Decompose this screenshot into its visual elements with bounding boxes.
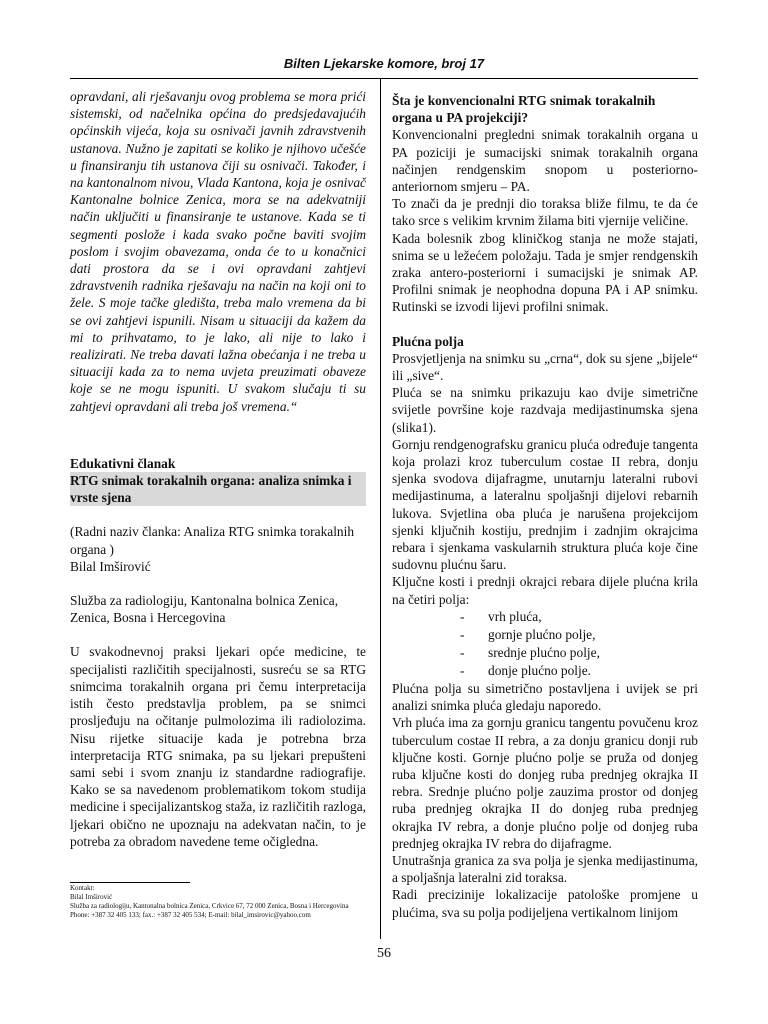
paragraph: Radi precizinije lokalizacije patološke promjene u plućima, sva su polja podijeljena vertikalnom linijom [392, 887, 698, 920]
paragraph: Kada bolesnik zbog kliničkog stanja ne može stajati, snima se u ležećem položaju. Tada je smjer rendgenskih zraka antero-posteriorni i sumacijski je snimak AP. Profilni snimak je neophodna dopuna PA i AP snimku. Rutinski se izvodi lijevi profilni snimak. [392, 230, 698, 315]
subheading: Plućna polja [392, 333, 464, 349]
italic-paragraph: opravdani, ali rješavanju ovog problema se mora prići sistemski, od načelnika općina do predsjedavajućih općinskih vijeća, koja su osnivači javnih zdravstvenih ustanova. Nužno je zapitati se koliko je njihovo učešće u finansiranju tih ustanova čiji su osnivači. Također, i na kantonalnom nivou, Vlada Kantona, koja je osnivač Kantonalne bolnice Zenica, mora se na adekvatniji način uključiti u finansiranje te ustanove. Kada se ti segmenti poslože i kada svako počne baviti svojim poslom i svojim obavezama, onda će to u konačnici dati prostora da se i ovi opravdani zahtjevi zdravstvenih radnika rješavaju na način na koji oni to žele. S moje tačke gledišta, treba malo vremena da bi se ovi zahtjevi ispunili. Nisam u situaciji da kažem da mi to prihvatamo, to je lako, ali nije to lako i realizirati. Ne treba davati lažna obećanja i ne treba u situaciji kada za to nema uvjeta preuzimati obaveze koje se ne mogu ispuniti. U svakom slučaju ti su zahtjevi opravdani ali treba još vremena.“ [70, 89, 366, 414]
paragraph: Gornju rendgenografsku granicu pluća određuje tangenta koja prolazi kroz tuberculum costae II rebra, donju sjenka svodova dijafragme, unutarnju lateralni rubovi medijastinuma, a lateralnu spoljašnji dijelovi rebarnih lukova. Svjetlina oba pluća je narušena projekcijom sjenki ključnih kostiju, prednjim i zadnjim okrajcima rebara i sjenkama vaskularnih struktura pluća koje čine sudovnu plućnu šaru. [392, 436, 699, 573]
header-rule [70, 78, 698, 79]
footnote-phone: Phone: +387 32 405 133; fax.: +387 32 405 534; E-mail: bilal_imsirovic@yahoo.com [70, 911, 311, 919]
intro-paragraph: U svakodnevnoj praksi ljekari opće medicine, te specijalisti različitih specijalnosti, susreću se sa RTG snimcima torakalnih organa pri čemu interpretacija istih često predstavlja problem, pa se snimci prosljeđuju na očitanje pulmolozima ili radiolozima. Nisu rijetke situacije kada je potrebna brza interpretacija RTG snimaka, pa su ljekari prepušteni sami sebi i svom znanju iz standardne radiografije. Kako se sa navedenom problematikom tokom studija medicine i specijalizantskog staža, iz različitih razloga, ljekari obično ne upoznaju na adekvatan način, to je potreba za obradom navedene teme očigledna. [70, 644, 366, 849]
paragraph: Unutrašnja granica za sva polja je sjenka medijastinuma, a spoljašnja lateralni zid toraksa. [392, 852, 698, 886]
list-item [460, 662, 698, 680]
list-bullet: - [460, 644, 465, 660]
interview-continuation [70, 88, 366, 415]
paragraph: To znači da je prednji dio toraksa bliže filmu, te da će tako srce s velikim krvnim žilama biti vjernije veličine. [392, 196, 698, 229]
paragraph: Plućna polja su simetrično postavljena i uvijek se pri analizi snimka pluća gledaju naporedo. [392, 680, 698, 714]
lung-fields-list [392, 608, 698, 680]
list-item [460, 626, 698, 644]
footnote-name: Bilal Imširović [70, 893, 113, 901]
right-column [392, 92, 698, 921]
page-number: 56 [377, 946, 391, 961]
list-item-text: vrh pluća, [488, 608, 542, 624]
question-heading: Šta je konvencionalni RTG snimak torakalnih organa u PA projekciji? [392, 93, 656, 126]
author-affiliation: Služba za radiologiju, Kantonalna bolnica Zenica, Zenica, Bosna i Hercegovina [70, 593, 339, 626]
list-item [460, 608, 698, 626]
list-item-text: gornje plućno polje, [488, 626, 596, 642]
paragraph: Prosvjetljenja na snimku su „crna“, dok su sjene „bijele“ ili „sive“. [392, 350, 698, 384]
paragraph: Konvencionalni pregledni snimak torakalnih organa u PA poziciji je sumacijski snimak torakalnih organa načinjen rendgenskim snopom u posteriorno-anteriornom smjeru – PA. [392, 127, 698, 195]
list-bullet: - [460, 626, 465, 642]
article-title: RTG snimak torakalnih organa: analiza snimka i vrste sjena [70, 472, 366, 506]
footnote-rule [70, 882, 190, 883]
paragraph: Vrh pluća ima za gornju granicu tangentu povučenu kroz tuberculum costae II rebra, a za donju granicu donji rub ključne kosti. Gornje plućno polje se pruža od donjeg ruba ključne kosti do donjeg ruba prednjeg okrajka II rebra. Srednje plućno polje zauzima prostor od donjeg ruba prednjeg okrajka II do donjeg ruba prednjeg okrajka IV rebra, a donje plućno polje od donjeg ruba prednjeg okrajka IV rebra do dijafragme. [392, 715, 698, 851]
list-item [460, 644, 698, 662]
paragraph: Ključne kosti i prednji okrajci rebara dijele plućna krila na četiri polja: [392, 574, 698, 607]
footnote-address: Služba za radiologiju, Kantonalna bolnica Zenica, Crkvice 67, 72 000 Zenica, Bosna i Hercegovina [70, 902, 349, 910]
journal-header: Bilten Ljekarske komore, broj 17 [283, 56, 485, 71]
list-bullet: - [460, 608, 465, 624]
paragraph: Pluća se na snimku prikazuju kao dvije simetrične svijetle površine koje razdvaja medijastinumska sjena (slika1). [392, 385, 698, 435]
section-label: Edukativni članak [70, 455, 176, 471]
contact-footnote [70, 884, 370, 920]
author-name: Bilal Imširović [70, 558, 151, 574]
working-title: (Radni naziv članka: Analiza RTG snimka torakalnih organa ) [70, 524, 355, 557]
list-item-text: srednje plućno polje, [488, 644, 600, 660]
left-column [70, 88, 366, 850]
list-item-text: donje plućno polje. [488, 662, 592, 678]
footnote-label: Kontakt: [70, 884, 95, 892]
list-bullet: - [460, 662, 465, 678]
column-divider [380, 79, 381, 939]
